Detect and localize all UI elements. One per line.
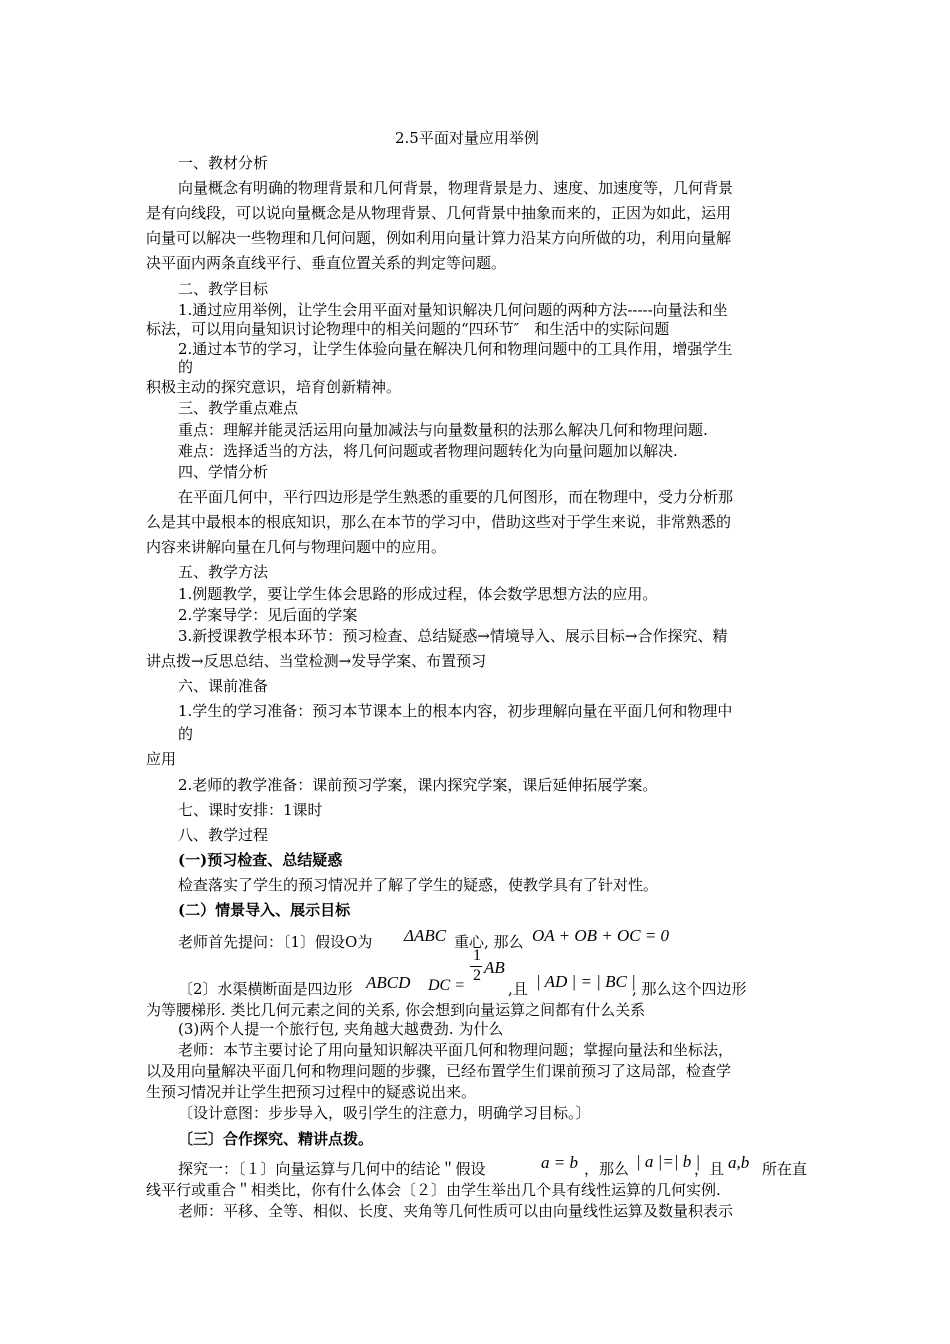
paragraph-line: 标法，可以用向量知识讨论物理中的相关问题的“四环节″ 和生活中的实际问题 <box>146 320 670 338</box>
paragraph-line: (3)两个人提一个旅行包, 夹角越大越费劲. 为什么 <box>178 1020 504 1038</box>
paragraph-line: 是有向线段，可以说向量概念是从物理背景、几何背景中抽象而来的，正因为如此，运用 <box>146 204 732 222</box>
paragraph-line: 生预习情况并让学生把预习过程中的疑惑说出来。 <box>146 1083 477 1101</box>
math-vector-sum: OA + OB + OC = 0 <box>532 926 670 945</box>
math-ab: AB <box>484 958 505 977</box>
subsection-heading: (一)预习检查、总结疑惑 <box>178 851 343 869</box>
fraction-denominator: 2 <box>473 967 481 984</box>
paragraph-line: 的 <box>178 725 194 743</box>
paragraph-line: 以及用向量解决平面几何和物理问题的步骤，已经布置学生们课前预习了这局部，检查学 <box>146 1062 732 1080</box>
paragraph-line: 向量概念有明确的物理背景和几何背景，物理背景是力、速度、加速度等，几何背景 <box>178 179 734 197</box>
math-dc-eq: DC = <box>428 977 466 994</box>
section-heading: 五、教学方法 <box>178 563 269 581</box>
paragraph-line: 1.通过应用举例，让学生会用平面对量知识解决几何问题的两种方法-----向量法和坐 <box>178 301 728 319</box>
paragraph-line: 检查落实了学生的预习情况并了解了学生的疑惑，使教学具有了针对性。 <box>178 876 659 894</box>
paragraph-line: 1.例题教学，要让学生体会思路的形成过程，体会数学思想方法的应用。 <box>178 585 658 603</box>
math-ab-pair: a,b <box>728 1153 750 1172</box>
paragraph-line: 1.学生的学习准备：预习本节课本上的根本内容，初步理解向量在平面几何和物理中 <box>178 702 733 720</box>
paragraph-line: 内容来讲解向量在几何与物理问题中的应用。 <box>146 538 447 556</box>
paragraph-line: 2.老师的教学准备：课前预习学案，课内探究学案，课后延伸拓展学案。 <box>178 776 658 794</box>
paragraph-line: 在平面几何中，平行四边形是学生熟悉的重要的几何图形，而在物理中，受力分析那 <box>178 488 734 506</box>
subsection-heading: 〔三〕合作探究、精讲点拨。 <box>178 1130 374 1148</box>
paragraph-line: ，那么 <box>584 1160 630 1178</box>
section-heading: 六、课前准备 <box>178 677 269 695</box>
math-a-eq-b: a = b <box>541 1153 578 1172</box>
paragraph-line: 2.通过本节的学习，让学生体验向量在解决几何和物理问题中的工具作用，增强学生 <box>178 340 733 358</box>
paragraph-line: 么是其中最根本的根底知识，那么在本节的学习中，借助这些对于学生来说，非常熟悉的 <box>146 513 732 531</box>
section-heading: 二、教学目标 <box>178 280 269 298</box>
paragraph-line: 老师：本节主要讨论了用向量知识解决平面几何和物理问题；掌握向量法和坐标法， <box>178 1041 734 1059</box>
paragraph-line: 2.学案导学：见后面的学案 <box>178 606 358 624</box>
paragraph-line: 〔2〕水渠横断面是四边形 <box>178 980 353 998</box>
paragraph-line: 积极主动的探究意识，培育创新精神。 <box>146 378 402 396</box>
subsection-heading: (二）情景导入、展示目标 <box>178 901 351 919</box>
paragraph-line: 〔设计意图：步步导入，吸引学生的注意力，明确学习目标。〕 <box>178 1104 591 1122</box>
paragraph-line: 探究一：〔１〕向量运算与几何中的结论＂假设 <box>178 1160 486 1178</box>
section-heading: 七、课时安排：1课时 <box>178 801 323 819</box>
section-heading: 四、学情分析 <box>178 463 269 481</box>
paragraph-line: 3.新授课教学根本环节：预习检查、总结疑惑→情境导入、展示目标→合作探究、精 <box>178 627 728 645</box>
document-title: 2.5平面对量应用举例 <box>395 129 539 147</box>
section-heading: 三、教学重点难点 <box>178 399 299 417</box>
section-heading: 一、教材分析 <box>178 154 269 172</box>
math-abs-ab: | a |=| b | <box>636 1152 701 1171</box>
paragraph-line: 老师：平移、全等、相似、长度、夹角等几何性质可以由向量线性运算及数量积表示 <box>178 1202 734 1220</box>
paragraph-line: 应用 <box>146 750 177 768</box>
fraction-numerator: 1 <box>473 947 481 964</box>
math-abs-eq: | AD | = | BC | <box>536 972 636 991</box>
paragraph-line: 决平面内两条直线平行、垂直位置关系的判定等问题。 <box>146 254 507 272</box>
paragraph-line: 讲点拨→反思总结、当堂检测→发导学案、布置预习 <box>146 652 487 670</box>
paragraph-line: ,且 <box>508 980 528 998</box>
math-triangle: ΔABC <box>404 926 447 945</box>
paragraph-line: 向量可以解决一些物理和几何问题，例如利用向量计算力沿某方向所做的功，利用向量解 <box>146 229 732 247</box>
section-heading: 八、教学过程 <box>178 826 269 844</box>
paragraph-line: 重点：理解并能灵活运用向量加减法与向量数量积的法那么解决几何和物理问题. <box>178 421 708 439</box>
math-quadrilateral: ABCD <box>366 973 411 992</box>
paragraph-line: , 那么这个四边形 <box>632 980 747 998</box>
paragraph-line: 为等腰梯形. 类比几何元素之间的关系, 你会想到向量运算之间都有什么关系 <box>146 1001 646 1019</box>
paragraph-line: 所在直 <box>762 1160 808 1178</box>
paragraph-line: 的 <box>178 358 194 376</box>
paragraph-line: ，且 <box>694 1160 725 1178</box>
paragraph-line: 难点：选择适当的方法，将几何问题或者物理问题转化为向量问题加以解决. <box>178 442 678 460</box>
paragraph-line: 老师首先提问：〔1〕假设O为 <box>178 933 373 951</box>
paragraph-line: 重心, 那么 <box>454 933 524 951</box>
paragraph-line: 线平行或重合＂相类比，你有什么体会〔２〕由学生举出几个具有线性运算的几何实例. <box>146 1181 721 1199</box>
